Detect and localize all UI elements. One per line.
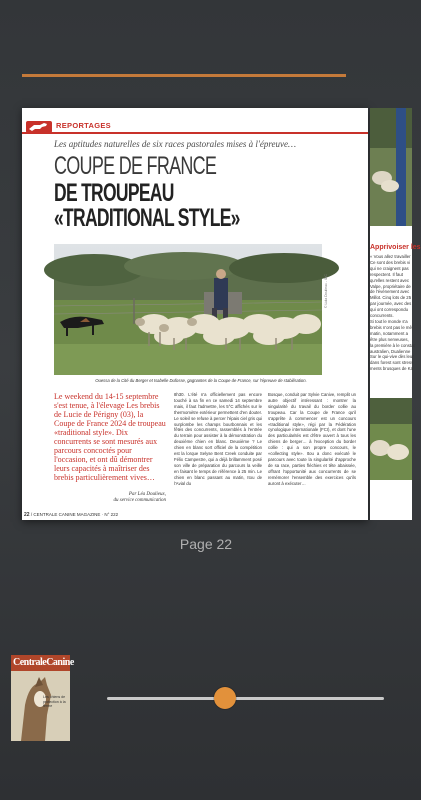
slider-track[interactable] — [107, 697, 384, 700]
slider-thumb[interactable] — [214, 687, 236, 709]
next-page-line: Millot. Cinq lots de 25 — [370, 295, 412, 301]
next-page-line: Si tout le monde s'a — [370, 318, 408, 324]
next-page-line: la première à le constat — [370, 342, 415, 348]
page-indicator: Page 22 — [179, 536, 233, 552]
next-page-line: Sur le qui-vive dès leur — [370, 354, 414, 360]
page-scrubber-slider[interactable] — [107, 689, 384, 709]
next-page-line: respectent. Il faut — [370, 271, 403, 277]
section-divider — [22, 132, 368, 134]
next-page-photo-top — [370, 108, 412, 226]
section-header — [22, 121, 368, 136]
next-page-line: Valpe, propriétaire de — [370, 283, 411, 289]
next-page-line: qu'elles restent avec — [370, 277, 410, 283]
next-page-line: qui ne craignent pas — [370, 265, 409, 271]
article-byline — [82, 492, 166, 504]
next-page-line: « Vous allez travailler — [370, 254, 411, 259]
article-title-line3: «TRADITIONAL STYLE» — [54, 204, 240, 232]
next-page-line: ments brusques de Ka — [370, 366, 413, 372]
sheep-herding-photo — [54, 244, 322, 375]
byline-author: Par Léa Doulieux, — [128, 492, 166, 497]
next-page-line: qui ont correspondu — [370, 307, 408, 313]
next-page-line: brebis n'ont pas le mê — [370, 324, 412, 330]
next-page-line: de l'événement avec — [370, 289, 410, 295]
magazine-page-22[interactable] — [22, 108, 368, 520]
next-page-photo-bottom — [370, 398, 412, 480]
article-lead: Le weekend du 14-15 septembre s'est tenue, à l'élevage Les brebis de Lucie de Périgny (03), la Coupe de France 2024 de troupeau «traditional style». Dix concurrents se sont mesurés aux parcours concoctés pour l'occasion, et ont dû démontrer leurs capacités à maîtriser des brebis particulièrement vives… — [54, 392, 166, 482]
next-page-line: être plus nerveuses, — [370, 336, 409, 342]
top-progress-rule — [22, 74, 346, 77]
article-column-2: Bosque, conduit par Sylvie Canive, remplit un autre objectif intéressant : montrer la singularité du travail du border collie au troupeau. Car la Coupe de France qu'il s'apprête à commencer est un concours «traditional style», régi par la Fédération cynologique internationale (FCI), et dont l'une des particularités est d'être ouvert à tous les chiens de berger… à l'exception du border collie : qui a son propre concours, le «collecting style». Itou a donc exécuté le parcours avec toute la singularité d'approche de sa race, parties fléchies et tête abaissée, offrant l'opportunité aux concurrents de se remémorer l'ensemble des exercices qu'ils auront à exécuter… — [268, 392, 356, 486]
next-page-heading: Apprivoiser les — [370, 244, 421, 251]
article-column-1: 8h30. L'été n'a officiellement pas encore touché à sa fin en ce samedi 14 septembre mais, il faut l'admettre, les 5°C affichés sur le thermomètre extérieur permettent d'en douter. Le soleil se refuse à percer l'épais ciel gris qui surplombe les champs bourbonnais et les fêtés des concurrents, rassemblés à l'entrée du terrain pour assister à la démonstration du deuxième chien en blanc. Deuxième ? Le chien en blanc sort officiel de la compétition est la lorque Selyse Bent Creek conduite par Félix Campestre, qui a déjà brillamment posé son ville de préparation du parcours la veille en faisant le temps de référence à 25 min. Le chien en blanc passant au matin, Itou de l'Avial du — [174, 392, 262, 486]
cover-headline: Les chiens de protection à la ferme — [43, 695, 66, 709]
footer-page-number: 22 — [24, 512, 30, 518]
byline-role: du service communication — [113, 498, 166, 503]
magazine-page-23-peek[interactable] — [370, 108, 421, 520]
article-title-line2: DE TROUPEAU — [54, 179, 174, 207]
next-page-line: australien, Dualienne — [370, 348, 411, 354]
next-page-line: matin, notamment a — [370, 330, 408, 336]
article-title-line1: COUPE DE FRANCE — [54, 152, 217, 180]
photo-credit: © Lida Doulieux - IDC — [324, 274, 328, 308]
next-page-line: Ce sont des brebis vi — [370, 259, 411, 265]
page-footer — [24, 512, 118, 518]
magazine-cover-thumbnail[interactable] — [11, 655, 74, 741]
next-page-line: dans forest sont stress — [370, 360, 414, 366]
article-kicker: Les aptitudes naturelles de six races pastorales mises à l'épreuve… — [54, 139, 296, 149]
next-page-line: concurrents. — [370, 313, 394, 319]
footer-publication: / CENTRALE CANINE MAGAZINE · N° 222 — [30, 512, 119, 517]
next-page-line: par journée, avec des — [370, 301, 412, 307]
photo-caption: Ouessa de la Cité du Berger et Isabelle Dufosse, gagnantes de la Coupe de France, sur l'épreuve de stabilisation. — [95, 378, 307, 383]
next-page-text — [370, 254, 415, 372]
section-label: REPORTAGES — [56, 121, 111, 130]
cover-title: CentraleCanine — [13, 657, 74, 668]
